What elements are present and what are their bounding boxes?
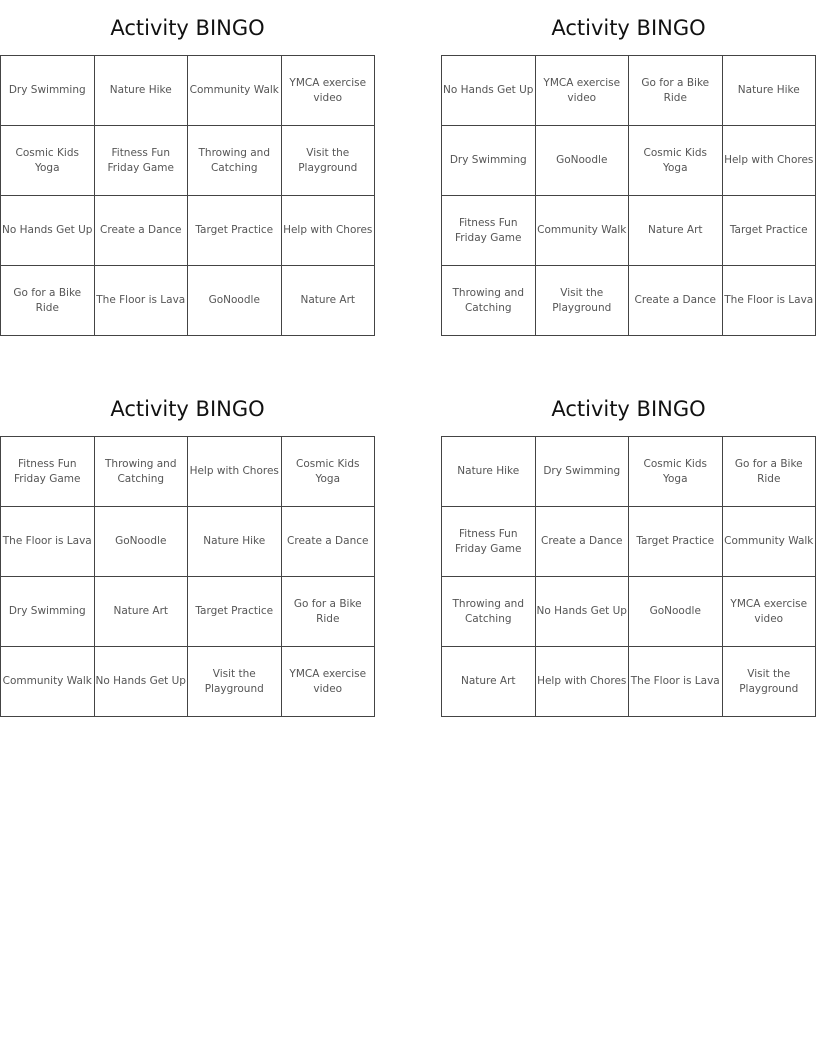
card-title: Activity BINGO — [110, 16, 265, 40]
bingo-cell: YMCA exercise video — [536, 56, 630, 126]
bingo-cell: No Hands Get Up — [442, 56, 536, 126]
bingo-cell: Target Practice — [723, 196, 816, 266]
bingo-cell: Throwing and Catching — [95, 437, 189, 507]
card-title: Activity BINGO — [551, 397, 706, 421]
bingo-cell: Target Practice — [188, 577, 282, 647]
bingo-cell: Target Practice — [188, 196, 282, 266]
bingo-cell: Fitness Fun Friday Game — [1, 437, 95, 507]
bingo-cell: Community Walk — [188, 56, 282, 126]
bingo-cell: Nature Hike — [723, 56, 816, 126]
bingo-cell: Dry Swimming — [1, 577, 95, 647]
bingo-cell: Throwing and Catching — [442, 266, 536, 336]
bingo-cell: Go for a Bike Ride — [723, 437, 816, 507]
bingo-grid — [441, 436, 816, 717]
bingo-cell: Create a Dance — [536, 507, 630, 577]
bingo-cell: The Floor is Lava — [723, 266, 816, 336]
bingo-cell: Help with Chores — [282, 196, 376, 266]
bingo-cell: Visit the Playground — [282, 126, 376, 196]
bingo-cell: Visit the Playground — [723, 647, 816, 717]
bingo-cell: GoNoodle — [536, 126, 630, 196]
bingo-cell: Help with Chores — [536, 647, 630, 717]
card-title: Activity BINGO — [110, 397, 265, 421]
bingo-cell: The Floor is Lava — [629, 647, 723, 717]
bingo-cell: GoNoodle — [188, 266, 282, 336]
bingo-cell: Cosmic Kids Yoga — [629, 126, 723, 196]
bingo-card-2 — [441, 0, 816, 336]
bingo-cell: Go for a Bike Ride — [629, 56, 723, 126]
bingo-cell: Community Walk — [723, 507, 816, 577]
bingo-cell: No Hands Get Up — [95, 647, 189, 717]
bingo-cell: No Hands Get Up — [536, 577, 630, 647]
bingo-cell: Dry Swimming — [1, 56, 95, 126]
bingo-cell: The Floor is Lava — [95, 266, 189, 336]
bingo-cell: No Hands Get Up — [1, 196, 95, 266]
bingo-cell: Target Practice — [629, 507, 723, 577]
bingo-cell: Cosmic Kids Yoga — [629, 437, 723, 507]
bingo-cell: YMCA exercise video — [282, 647, 376, 717]
bingo-cell: Go for a Bike Ride — [1, 266, 95, 336]
bingo-grid — [0, 436, 375, 717]
bingo-cell: The Floor is Lava — [1, 507, 95, 577]
bingo-cell: Fitness Fun Friday Game — [442, 507, 536, 577]
bingo-cell: Community Walk — [1, 647, 95, 717]
bingo-cell: Create a Dance — [95, 196, 189, 266]
bingo-cell: Fitness Fun Friday Game — [95, 126, 189, 196]
bingo-cell: Nature Art — [629, 196, 723, 266]
bingo-card-1 — [0, 0, 375, 336]
bingo-cell: YMCA exercise video — [282, 56, 376, 126]
bingo-grid — [441, 55, 816, 336]
bingo-cell: Fitness Fun Friday Game — [442, 196, 536, 266]
bingo-cell: Dry Swimming — [442, 126, 536, 196]
bingo-card-3 — [0, 381, 375, 717]
bingo-cell: YMCA exercise video — [723, 577, 816, 647]
bingo-cell: Nature Art — [442, 647, 536, 717]
bingo-cell: Create a Dance — [629, 266, 723, 336]
bingo-cell: Nature Hike — [442, 437, 536, 507]
bingo-cell: Visit the Playground — [188, 647, 282, 717]
bingo-cell: GoNoodle — [629, 577, 723, 647]
bingo-cell: Nature Art — [95, 577, 189, 647]
bingo-cell: Community Walk — [536, 196, 630, 266]
bingo-cell: Cosmic Kids Yoga — [1, 126, 95, 196]
bingo-card-4 — [441, 381, 816, 717]
bingo-cell: Go for a Bike Ride — [282, 577, 376, 647]
bingo-cell: Create a Dance — [282, 507, 376, 577]
bingo-cell: Throwing and Catching — [442, 577, 536, 647]
bingo-cell: Cosmic Kids Yoga — [282, 437, 376, 507]
bingo-cell: Nature Hike — [95, 56, 189, 126]
card-title: Activity BINGO — [551, 16, 706, 40]
bingo-cell: Help with Chores — [723, 126, 816, 196]
bingo-cell: Nature Art — [282, 266, 376, 336]
bingo-cell: Throwing and Catching — [188, 126, 282, 196]
bingo-cell: Visit the Playground — [536, 266, 630, 336]
bingo-cell: GoNoodle — [95, 507, 189, 577]
bingo-grid — [0, 55, 375, 336]
bingo-cell: Dry Swimming — [536, 437, 630, 507]
bingo-cell: Nature Hike — [188, 507, 282, 577]
bingo-cell: Help with Chores — [188, 437, 282, 507]
